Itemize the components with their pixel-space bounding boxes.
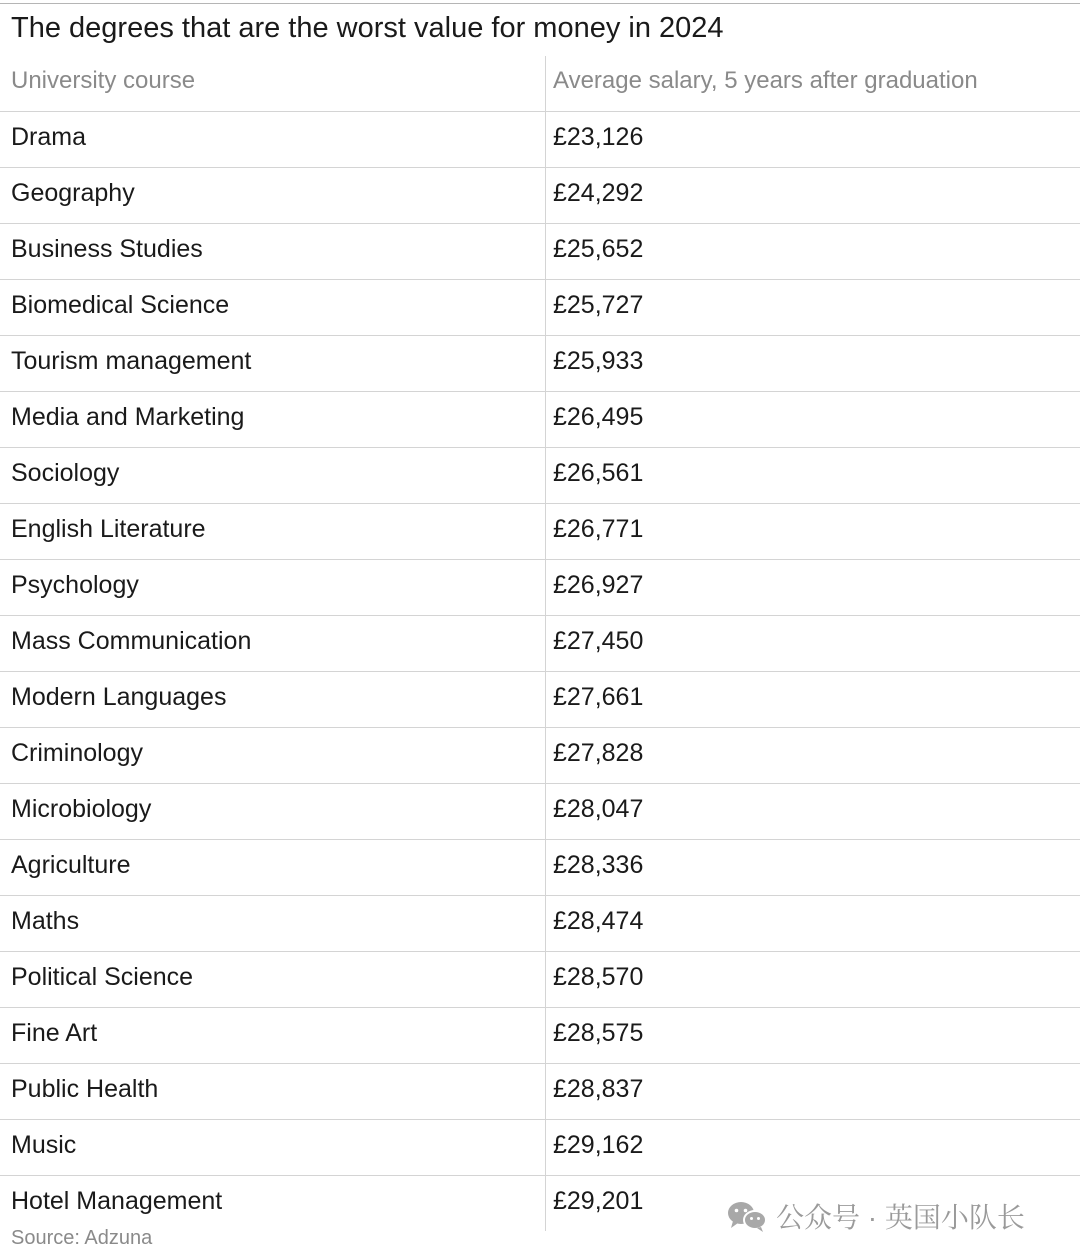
salary-cell: £27,828 [545,728,1065,783]
course-cell: Drama [11,123,87,151]
salary-cell: £26,561 [545,448,1065,503]
salary-cell: £28,336 [545,840,1065,895]
salary-table [0,56,1080,1231]
table-row [0,280,1080,336]
salary-cell: £26,495 [545,392,1065,447]
watermark-text: 公众号 · 英国小队长 [776,1202,1025,1233]
table-row [0,336,1080,392]
course-cell: Microbiology [11,795,152,823]
salary-cell: £28,474 [545,896,1065,951]
salary-cell: £24,292 [545,168,1065,223]
salary-cell: £25,933 [545,336,1065,391]
course-cell: Modern Languages [11,683,227,711]
salary-cell: £23,126 [545,112,1065,167]
table-row [0,392,1080,448]
table-row [0,224,1080,280]
salary-cell: £29,162 [545,1120,1065,1175]
course-cell: Agriculture [11,851,131,879]
course-cell: Maths [11,907,80,935]
course-cell: Hotel Management [11,1187,223,1215]
salary-cell: £28,575 [545,1008,1065,1063]
course-cell: English Literature [11,515,206,543]
course-cell: Geography [11,179,135,207]
source-note: Source: Adzuna [11,1227,153,1249]
header-course: University course [11,67,196,94]
salary-cell: £25,727 [545,280,1065,335]
salary-cell: £26,771 [545,504,1065,559]
course-cell: Tourism management [11,347,252,375]
course-cell: Political Science [11,963,194,991]
course-cell: Public Health [11,1075,159,1103]
table-row [0,448,1080,504]
course-cell: Psychology [11,571,139,599]
page-title: The degrees that are the worst value for money in 2024 [11,12,724,44]
salary-cell: £28,570 [545,952,1065,1007]
course-cell: Sociology [11,459,120,487]
table-row [0,1008,1080,1064]
course-cell: Music [11,1131,77,1159]
salary-cell: £28,837 [545,1064,1065,1119]
salary-cell: £25,652 [545,224,1065,279]
table-row [0,840,1080,896]
course-cell: Business Studies [11,235,203,263]
salary-cell: £29,201 [545,1176,1065,1231]
table-body [0,112,1080,1231]
table-row [0,896,1080,952]
table-row [0,616,1080,672]
table-row [0,112,1080,168]
course-cell: Media and Marketing [11,403,245,431]
table-row [0,728,1080,784]
table-row [0,784,1080,840]
salary-cell: £26,927 [545,560,1065,615]
table-row [0,672,1080,728]
course-cell: Criminology [11,739,143,767]
table-row [0,1120,1080,1176]
table-row [0,168,1080,224]
salary-cell: £27,661 [545,672,1065,727]
course-cell: Biomedical Science [11,291,230,319]
table-header-row [0,56,1080,112]
top-rule [0,3,1080,4]
table-row [0,1064,1080,1120]
table-row [0,560,1080,616]
salary-cell: £27,450 [545,616,1065,671]
header-salary: Average salary, 5 years after graduation [545,56,1065,111]
course-cell: Fine Art [11,1019,98,1047]
table-row [0,504,1080,560]
salary-cell: £28,047 [545,784,1065,839]
watermark [726,1196,1025,1236]
table-row [0,952,1080,1008]
course-cell: Mass Communication [11,627,252,655]
wechat-icon [726,1199,768,1233]
